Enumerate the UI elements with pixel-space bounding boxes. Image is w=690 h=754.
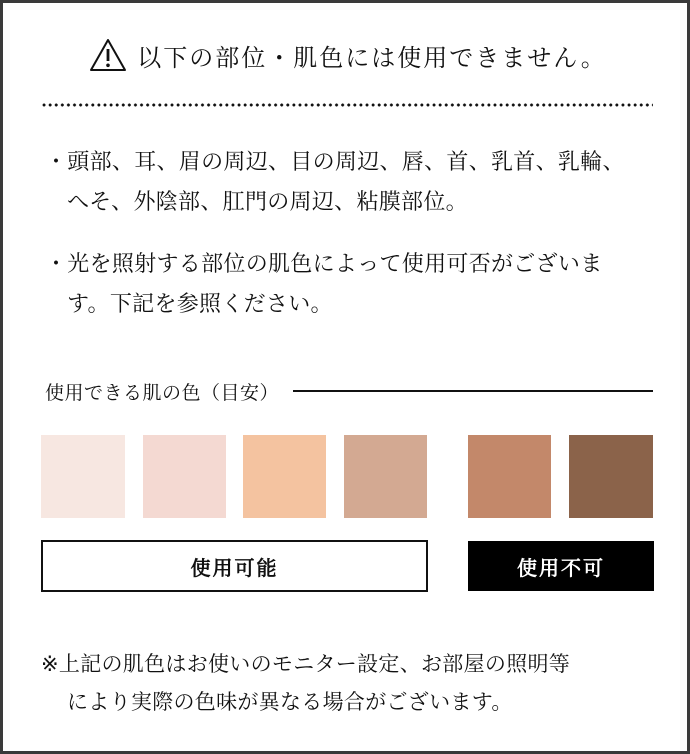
unusable-label-box <box>468 541 654 591</box>
note-line: ※上記の肌色はお使いのモニター設定、お部屋の照明等 <box>41 652 571 676</box>
skin-swatch-usable-3 <box>243 435 326 518</box>
section-label: 使用できる肌の色（目安） <box>45 381 280 404</box>
skin-swatch-usable-2 <box>143 435 226 518</box>
skin-swatch-unusable-2 <box>569 435 653 518</box>
restriction-line: ・頭部、耳、眉の周辺、目の周辺、唇、首、乳首、乳輪、 <box>45 150 625 175</box>
warning-triangle-icon <box>89 38 127 72</box>
disclaimer-note <box>41 645 671 721</box>
dotted-divider <box>41 103 653 107</box>
skin-swatch-unusable-1 <box>468 435 551 518</box>
usable-label: 使用可能 <box>190 555 279 580</box>
page-title <box>3 33 690 77</box>
skin-tone-section-header <box>45 375 653 407</box>
restriction-item-body-parts <box>45 143 665 223</box>
title-text: 以下の部位・肌色には使用できません。 <box>137 43 607 72</box>
section-rule-divider <box>293 390 653 392</box>
usable-label-box <box>41 540 428 592</box>
skin-swatch-usable-1 <box>41 435 125 518</box>
restriction-line: ・光を照射する部位の肌色によって使用可否がございま <box>45 252 603 277</box>
restriction-line: す。下記を参照ください。 <box>67 292 333 317</box>
unusable-label: 使用不可 <box>517 555 605 580</box>
note-line: により実際の色味が異なる場合がございます。 <box>67 690 513 714</box>
skin-swatch-usable-4 <box>344 435 427 518</box>
restriction-item-skin-color <box>45 245 665 325</box>
restriction-line: へそ、外陰部、肛門の周辺、粘膜部位。 <box>67 190 468 215</box>
